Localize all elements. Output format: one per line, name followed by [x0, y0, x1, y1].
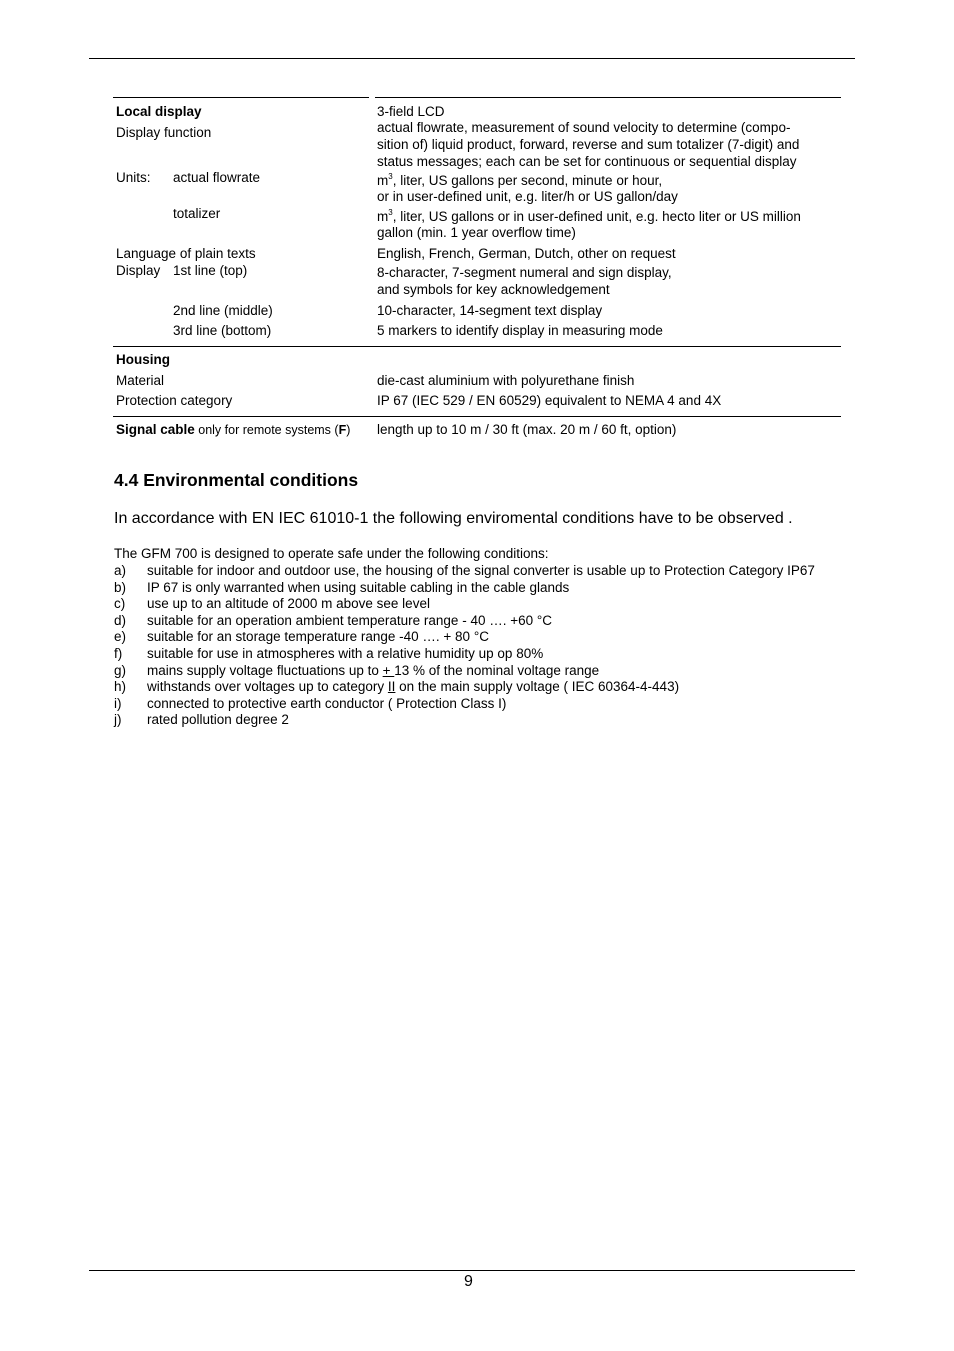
signal-cable-value: length up to 10 m / 30 ft (max. 20 m / 60 ft, option) — [377, 422, 677, 437]
line3-label: 3rd line (bottom) — [173, 323, 272, 338]
display-function-line: actual flowrate, measurement of sound velocity to determine (compo- — [377, 120, 791, 135]
line1-label: 1st line (top) — [173, 263, 248, 278]
units-totalizer-line: $m^3$, liter, US gallons or in user-defined unit, e.g. hecto liter or US million — [377, 208, 801, 224]
line2-label: 2nd line (middle) — [173, 303, 273, 318]
condition-text: mains supply voltage fluctuations up to + 13 % of the nominal voltage range — [147, 662, 600, 678]
condition-label: a) — [114, 563, 127, 578]
condition-label: c) — [114, 596, 126, 612]
material-label: Material — [116, 373, 165, 388]
line3-value: 5 markers to identify display in measuring mode — [377, 323, 663, 338]
units-flowrate-line: $m^3$, liter, US gallons per second, minute or hour, — [377, 172, 663, 188]
display-function-line: status messages; each can be set for continuous or sequential display — [377, 154, 797, 169]
condition-label: b) — [114, 579, 127, 595]
protection-value: IP 67 (IEC 529 / EN 60529) equivalent to NEMA 4 and 4X — [377, 393, 722, 408]
housing-heading: Housing — [116, 352, 170, 367]
condition-label: g) — [114, 662, 127, 678]
condition-text: use up to an altitude of 2000 m above see level — [147, 596, 430, 612]
line1-value: and symbols for key acknowledgement — [377, 282, 610, 297]
units-flowrate-label: actual flowrate — [173, 170, 261, 185]
condition-text: suitable for an operation ambient temperature range - 40 …. +60 °C — [147, 612, 553, 628]
condition-text: rated pollution degree 2 — [147, 712, 289, 728]
section-lead: In accordance with EN IEC 61010-1 the following enviromental conditions have to be observed . — [114, 510, 793, 527]
display-function-label: Display function — [116, 125, 212, 140]
condition-text: IP 67 is only warranted when using suitable cabling in the cable glands — [147, 579, 570, 595]
units-label: Units: — [116, 170, 151, 185]
condition-text: suitable for an storage temperature range -40 …. + 80 °C — [147, 629, 489, 645]
condition-label: j) — [114, 712, 122, 728]
condition-label: f) — [114, 645, 123, 661]
section-title: 4.4 Environmental conditions — [114, 470, 359, 490]
language-label: Language of plain texts — [116, 246, 256, 261]
material-value: die-cast aluminium with polyurethane finish — [377, 373, 635, 388]
condition-label: e) — [114, 629, 127, 645]
language-value: English, French, German, Dutch, other on request — [377, 246, 676, 261]
table-rule — [113, 416, 841, 417]
local-display-heading: Local display — [116, 104, 202, 119]
condition-text: suitable for use in atmospheres with a relative humidity up op 80% — [147, 645, 544, 661]
condition-label: d) — [114, 612, 127, 628]
line2-value: 10-character, 14-segment text display — [377, 303, 603, 318]
footer-rule — [89, 1270, 855, 1271]
line1-value: 8-character, 7-segment numeral and sign display, — [377, 265, 672, 280]
display-label: Display — [116, 263, 161, 278]
table-rule — [113, 97, 369, 98]
condition-label: h) — [114, 679, 127, 695]
display-function-line: sition of) liquid product, forward, reverse and sum totalizer (7-digit) and — [377, 137, 800, 152]
condition-text: connected to protective earth conductor ( Protection Class I) — [147, 695, 507, 711]
protection-label: Protection category — [116, 393, 233, 408]
condition-label: i) — [114, 695, 122, 711]
units-totalizer-label: totalizer — [173, 206, 221, 221]
condition-text: suitable for indoor and outdoor use, the housing of the signal converter is usable up to Protection Category IP67 — [147, 563, 815, 578]
units-flowrate-line: or in user-defined unit, e.g. liter/h or US gallon/day — [377, 189, 678, 204]
table-rule — [113, 346, 841, 347]
section-intro: The GFM 700 is designed to operate safe under the following conditions: — [114, 546, 549, 561]
local-display-value: 3-field LCD — [377, 104, 445, 119]
header-rule — [89, 58, 855, 59]
condition-text: withstands over voltages up to category II on the main supply voltage ( IEC 60364-4-443) — [147, 679, 680, 695]
page-number: 9 — [464, 1273, 473, 1290]
table-rule — [375, 97, 841, 98]
units-totalizer-line: gallon (min. 1 year overflow time) — [377, 225, 576, 240]
signal-cable-label: Signal cable only for remote systems (F) — [116, 422, 351, 437]
